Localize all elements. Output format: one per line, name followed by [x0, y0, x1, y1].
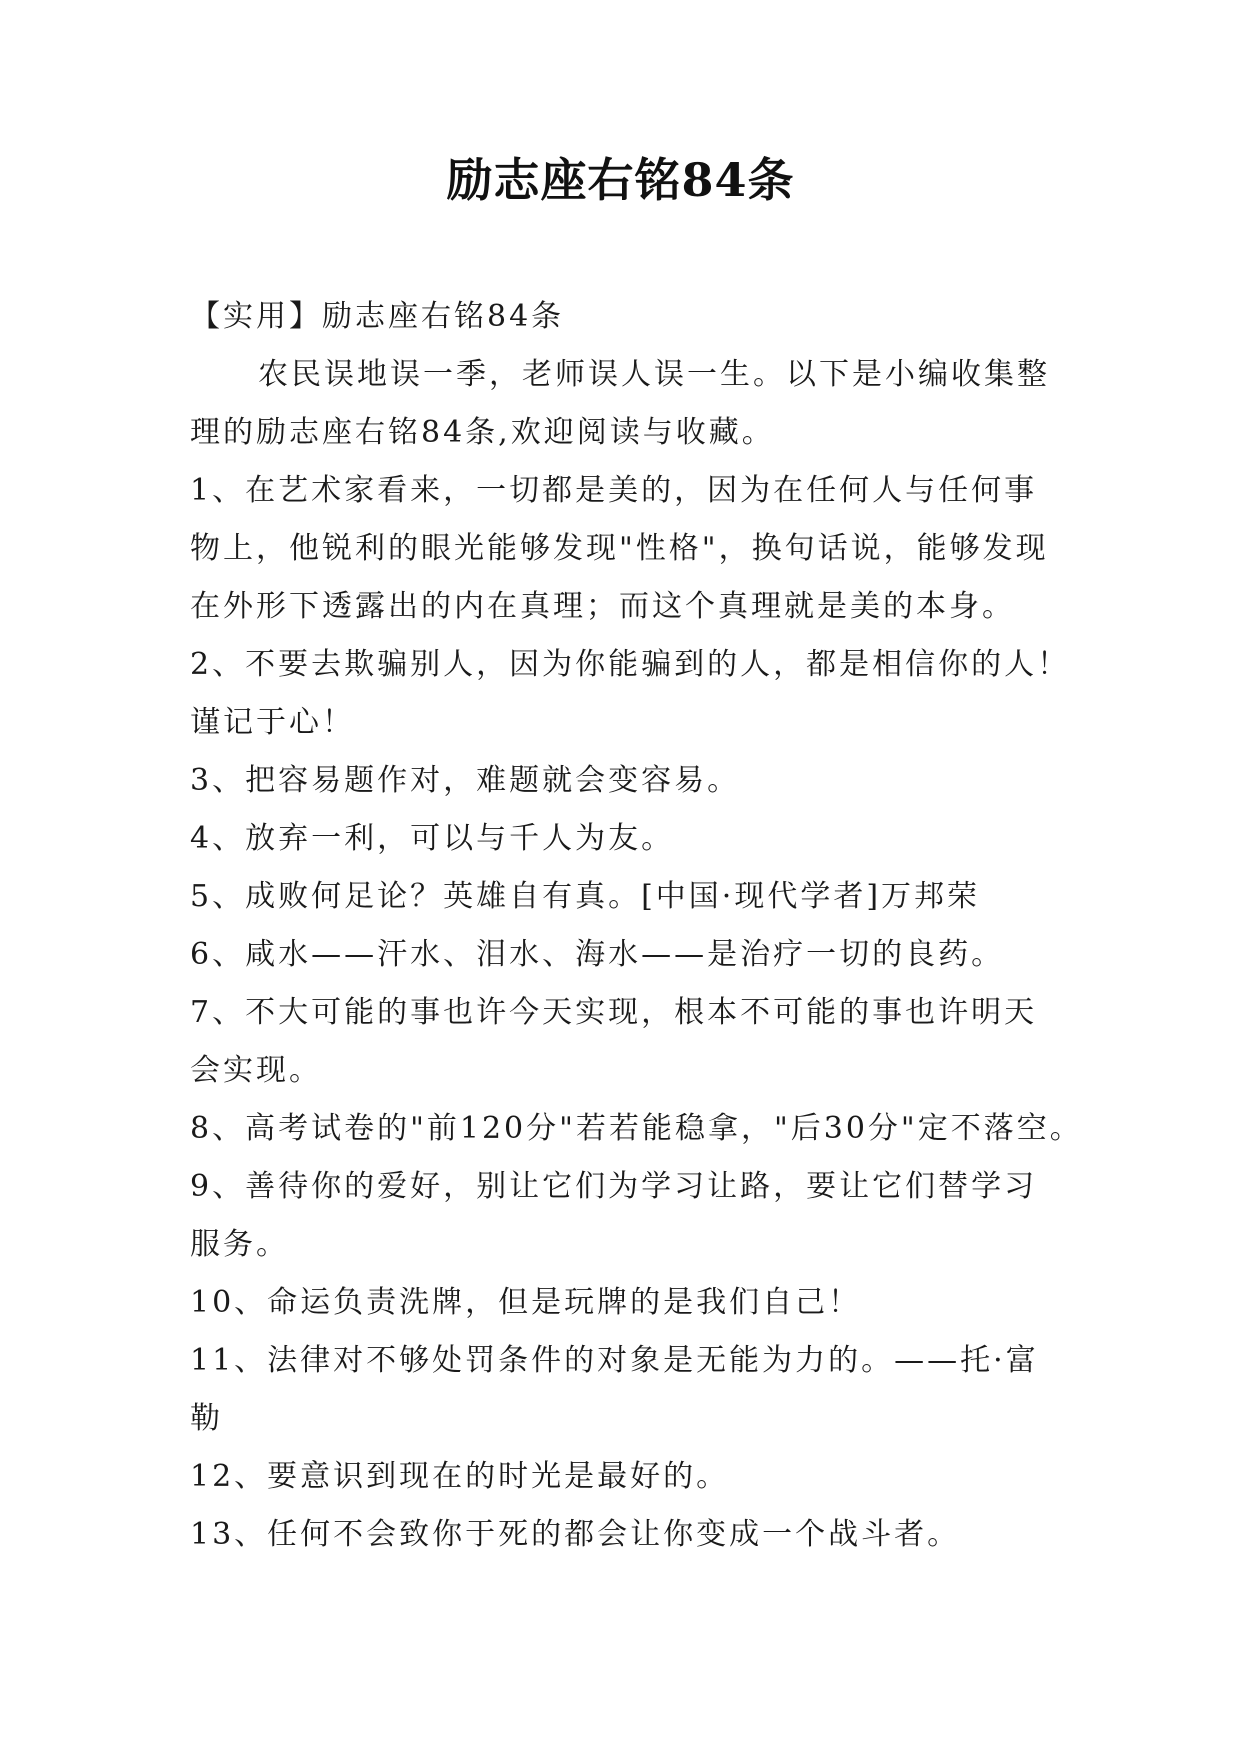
quote-line: 9、善待你的爱好，别让它们为学习让路，要让它们替学习 — [190, 1169, 1038, 1204]
quote-line: 服务。 — [190, 1227, 289, 1262]
subtitle-line: 【实用】励志座右铭84条 — [190, 299, 565, 334]
quote-line: 在外形下透露出的内在真理；而这个真理就是美的本身。 — [190, 589, 1015, 624]
quote-line: 13、任何不会致你于死的都会让你变成一个战斗者。 — [190, 1517, 961, 1552]
quote-line: 2、不要去欺骗别人，因为你能骗到的人，都是相信你的人！ — [190, 647, 1071, 682]
document-body — [190, 288, 1083, 1564]
document-title: 励志座右铭84条 — [446, 153, 795, 207]
quote-line: 谨记于心！ — [190, 705, 355, 740]
quote-line: 8、高考试卷的"前120分"若若能稳拿，"后30分"定不落空。 — [190, 1111, 1083, 1146]
quote-line: 会实现。 — [190, 1053, 322, 1088]
quote-line: 12、要意识到现在的时光是最好的。 — [190, 1459, 730, 1494]
quote-line: 勒 — [190, 1401, 223, 1436]
quote-line: 5、成败何足论？英雄自有真。[中国·现代学者]万邦荣 — [190, 879, 981, 914]
quote-line: 6、咸水——汗水、泪水、海水——是治疗一切的良药。 — [190, 937, 1005, 972]
quote-line: 11、法律对不够处罚条件的对象是无能为力的。——托·富 — [190, 1343, 1039, 1378]
quote-line: 10、命运负责洗牌，但是玩牌的是我们自己！ — [190, 1285, 862, 1320]
quote-line: 4、放弃一利，可以与千人为友。 — [190, 821, 675, 856]
quote-line: 物上，他锐利的眼光能够发现"性格"，换句话说，能够发现 — [190, 531, 1049, 566]
quote-line: 1、在艺术家看来，一切都是美的，因为在任何人与任何事 — [190, 473, 1038, 508]
intro-line: 理的励志座右铭84条,欢迎阅读与收藏。 — [190, 415, 775, 450]
intro-line: 农民误地误一季，老师误人误一生。以下是小编收集整 — [258, 357, 1050, 392]
quote-line: 3、把容易题作对，难题就会变容易。 — [190, 763, 741, 798]
quote-line: 7、不大可能的事也许今天实现，根本不可能的事也许明天 — [190, 995, 1038, 1030]
